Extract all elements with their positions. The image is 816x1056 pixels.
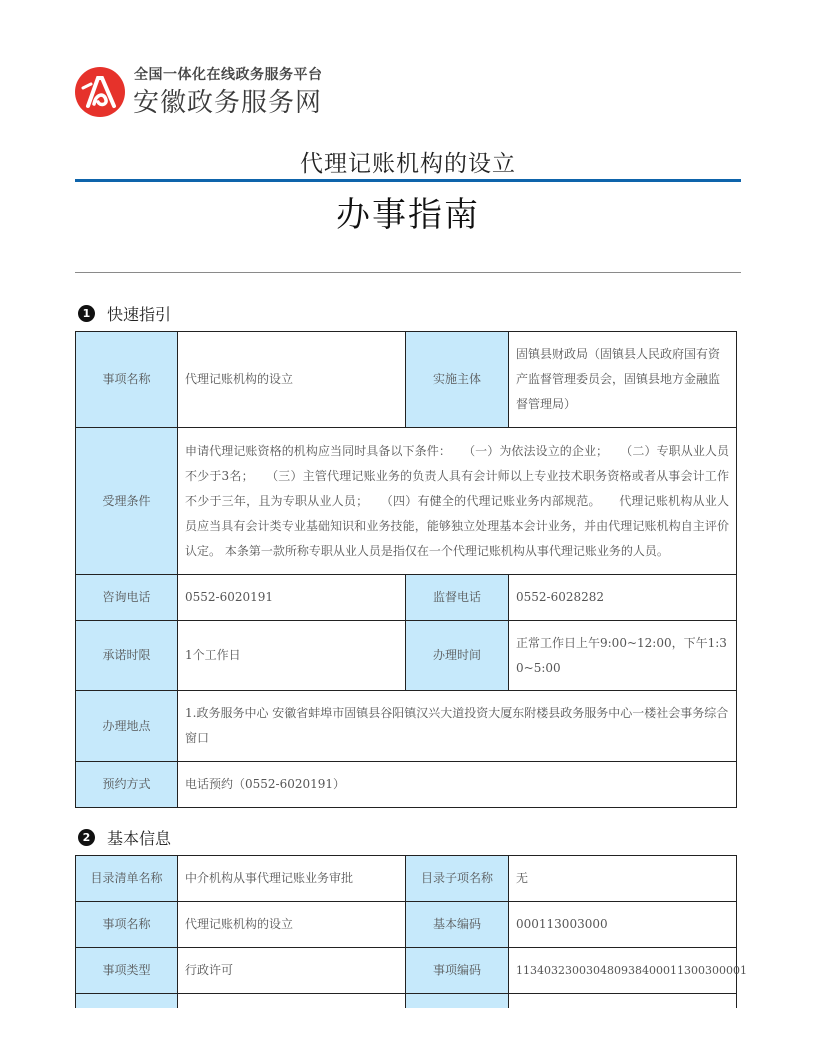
field-value: 固镇县财政局（固镇县人民政府国有资产监督管理委员会，固镇县地方金融监督管理局） bbox=[509, 332, 737, 428]
field-label: 承诺时限 bbox=[76, 621, 178, 691]
table-row bbox=[76, 994, 737, 1009]
table-row bbox=[76, 856, 737, 902]
logo-title: 安徽政务服务网 bbox=[133, 88, 323, 118]
field-value: 行政许可 bbox=[178, 948, 406, 994]
field-label: 监督电话 bbox=[406, 575, 509, 621]
section-number-badge: 1 bbox=[78, 305, 95, 322]
field-label: 咨询电话 bbox=[76, 575, 178, 621]
field-label: 实施主体 bbox=[406, 332, 509, 428]
field-label bbox=[76, 994, 178, 1009]
table-row bbox=[76, 902, 737, 948]
field-value: 113403230030480938400011300300001 bbox=[509, 948, 737, 994]
field-value bbox=[178, 994, 406, 1009]
field-label: 事项编码 bbox=[406, 948, 509, 994]
field-value: 正常工作日上午9:00~12:00，下午1:30~5:00 bbox=[509, 621, 737, 691]
field-label: 事项类型 bbox=[76, 948, 178, 994]
basic-info-table bbox=[75, 855, 747, 1008]
field-value: 0552-6020191 bbox=[178, 575, 406, 621]
field-value: 申请代理记账资格的机构应当同时具备以下条件： （一）为依法设立的企业； （二）专职从业人员不少于3名； （三）主管代理记账业务的负责人具有会计师以上专业技术职务资格或者从事会计工作不少于三年，且为专职从业人员； （四）有健全的代理记账业务内部规范。 代理记账机构从业人员应当具有会计类专业基础知识和业务技能，能够独立处理基本会计业务，并由代理记账机构自主评价认定。 本条第一款所称专职从业人员是指仅在一个代理记账机构从事代理记账业务的人员。 bbox=[178, 428, 737, 575]
field-label: 基本编码 bbox=[406, 902, 509, 948]
field-value: 代理记账机构的设立 bbox=[178, 332, 406, 428]
field-label: 受理条件 bbox=[76, 428, 178, 575]
field-value: 1.政务服务中心 安徽省蚌埠市固镇县谷阳镇汉兴大道投资大厦东附楼县政务服务中心一楼社会事务综合窗口 bbox=[178, 691, 737, 762]
field-label: 办理时间 bbox=[406, 621, 509, 691]
field-value: 电话预约（0552-6020191） bbox=[178, 762, 737, 808]
field-value bbox=[509, 994, 737, 1009]
field-label bbox=[406, 994, 509, 1009]
field-label: 目录清单名称 bbox=[76, 856, 178, 902]
table-row bbox=[76, 948, 737, 994]
section-heading-text: 基本信息 bbox=[107, 829, 172, 848]
field-value: 中介机构从事代理记账业务审批 bbox=[178, 856, 406, 902]
section-heading-text: 快速指引 bbox=[107, 305, 172, 324]
field-value: 无 bbox=[509, 856, 737, 902]
logo-subtitle: 全国一体化在线政务服务平台 bbox=[134, 67, 323, 83]
field-value: 代理记账机构的设立 bbox=[178, 902, 406, 948]
field-label: 事项名称 bbox=[76, 332, 178, 428]
document-title: 代理记账机构的设立 bbox=[300, 151, 516, 177]
field-value: 0552-6028282 bbox=[509, 575, 737, 621]
field-label: 办理地点 bbox=[76, 691, 178, 762]
field-value: 000113003000 bbox=[509, 902, 737, 948]
field-label: 目录子项名称 bbox=[406, 856, 509, 902]
field-label: 事项名称 bbox=[76, 902, 178, 948]
section-number-badge: 2 bbox=[78, 829, 95, 846]
field-label: 预约方式 bbox=[76, 762, 178, 808]
guide-heading: 办事指南 bbox=[336, 195, 480, 235]
field-value: 1个工作日 bbox=[178, 621, 406, 691]
